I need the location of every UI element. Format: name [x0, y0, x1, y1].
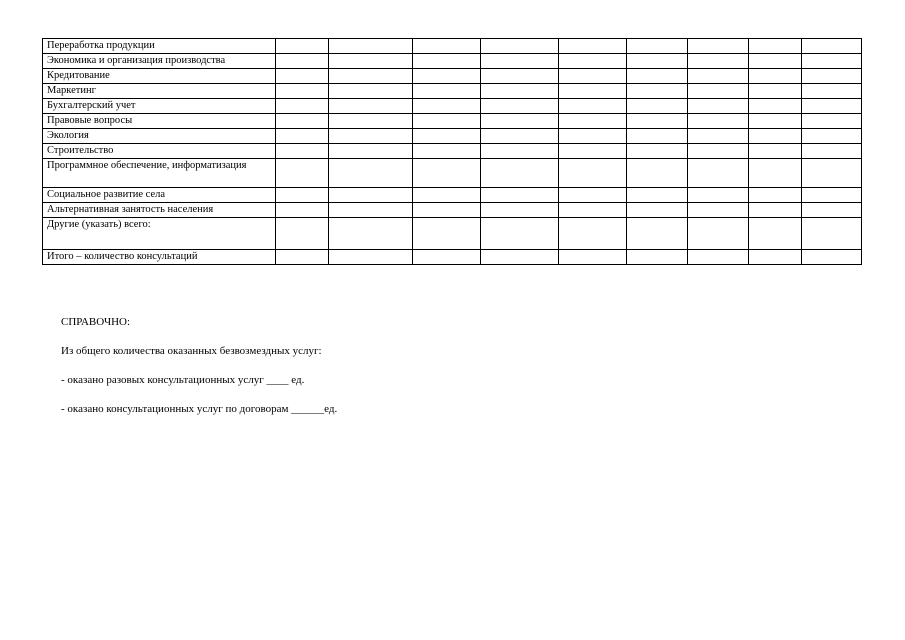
row-label: Экология: [43, 129, 276, 144]
table-cell: [413, 129, 481, 144]
table-cell: [329, 114, 413, 129]
table-cell: [802, 203, 862, 218]
table-cell: [481, 144, 559, 159]
table-cell: [276, 99, 329, 114]
table-cell: [802, 129, 862, 144]
table-cell: [688, 84, 749, 99]
table-cell: [559, 84, 627, 99]
table-cell: [329, 250, 413, 265]
table-cell: [627, 99, 688, 114]
table-cell: [481, 203, 559, 218]
table-row: [43, 114, 862, 129]
table-cell: [559, 129, 627, 144]
table-row: [43, 39, 862, 54]
table-cell: [276, 84, 329, 99]
table-cell: [276, 54, 329, 69]
table-cell: [559, 114, 627, 129]
table-cell: [413, 188, 481, 203]
table-row: [43, 129, 862, 144]
table-cell: [749, 54, 802, 69]
table-cell: [627, 129, 688, 144]
table-cell: [688, 218, 749, 250]
table-cell: [749, 250, 802, 265]
table-cell: [688, 114, 749, 129]
table-cell: [413, 54, 481, 69]
table-cell: [688, 99, 749, 114]
table-cell: [481, 39, 559, 54]
table-cell: [559, 159, 627, 188]
table-cell: [481, 159, 559, 188]
table-cell: [329, 144, 413, 159]
table-cell: [688, 250, 749, 265]
table-cell: [276, 144, 329, 159]
table-cell: [802, 69, 862, 84]
table-cell: [627, 69, 688, 84]
table-cell: [559, 69, 627, 84]
table-cell: [688, 129, 749, 144]
notes-heading: СПРАВОЧНО:: [61, 316, 131, 328]
table-cell: [802, 39, 862, 54]
table-row: [43, 144, 862, 159]
notes-line-contracts: - оказано консультационных услуг по договорам ______ед.: [61, 403, 338, 415]
row-label: Социальное развитие села: [43, 188, 276, 203]
table-cell: [749, 188, 802, 203]
table-cell: [802, 159, 862, 188]
table-cell: [413, 203, 481, 218]
table-cell: [413, 99, 481, 114]
table-cell: [802, 99, 862, 114]
table-cell: [329, 188, 413, 203]
table-cell: [413, 39, 481, 54]
table-cell: [329, 54, 413, 69]
row-label: Маркетинг: [43, 84, 276, 99]
table-cell: [802, 218, 862, 250]
table-cell: [481, 114, 559, 129]
table-cell: [627, 39, 688, 54]
table-cell: [481, 54, 559, 69]
table-cell: [559, 144, 627, 159]
table-cell: [749, 114, 802, 129]
table-row: [43, 188, 862, 203]
table-cell: [559, 188, 627, 203]
table-cell: [749, 159, 802, 188]
table-cell: [481, 69, 559, 84]
table-cell: [481, 84, 559, 99]
table-cell: [802, 114, 862, 129]
row-label: Строительство: [43, 144, 276, 159]
table-row: [43, 99, 862, 114]
table-row: [43, 54, 862, 69]
table-cell: [276, 129, 329, 144]
table-cell: [749, 218, 802, 250]
table-row: [43, 218, 862, 250]
table-cell: [688, 159, 749, 188]
table-cell: [329, 159, 413, 188]
table-cell: [329, 39, 413, 54]
table-cell: [276, 39, 329, 54]
row-label: Альтернативная занятость населения: [43, 203, 276, 218]
row-label: Переработка продукции: [43, 39, 276, 54]
table-cell: [329, 69, 413, 84]
table-cell: [413, 114, 481, 129]
table-cell: [627, 250, 688, 265]
table-cell: [749, 129, 802, 144]
consultations-table: [42, 38, 862, 265]
table-cell: [688, 69, 749, 84]
table-cell: [802, 188, 862, 203]
table-cell: [688, 203, 749, 218]
table-cell: [413, 84, 481, 99]
table-cell: [559, 250, 627, 265]
table-cell: [329, 84, 413, 99]
table-cell: [559, 39, 627, 54]
table-cell: [627, 203, 688, 218]
row-label: Бухгалтерский учет: [43, 99, 276, 114]
table-cell: [481, 250, 559, 265]
table-cell: [413, 159, 481, 188]
table-cell: [481, 188, 559, 203]
table-cell: [627, 188, 688, 203]
table-cell: [276, 159, 329, 188]
notes-intro: Из общего количества оказанных безвозмездных услуг:: [61, 345, 322, 357]
table-cell: [413, 218, 481, 250]
table-cell: [627, 159, 688, 188]
table-cell: [329, 129, 413, 144]
table-cell: [749, 84, 802, 99]
table-cell: [276, 250, 329, 265]
table-cell: [688, 188, 749, 203]
row-label: Кредитование: [43, 69, 276, 84]
table-cell: [276, 218, 329, 250]
table-cell: [276, 69, 329, 84]
row-label: Итого – количество консультаций: [43, 250, 276, 265]
table-cell: [559, 218, 627, 250]
table-cell: [413, 69, 481, 84]
table-cell: [749, 203, 802, 218]
table-cell: [749, 39, 802, 54]
table-cell: [688, 144, 749, 159]
table-cell: [481, 99, 559, 114]
row-label: Экономика и организация производства: [43, 54, 276, 69]
table-cell: [749, 99, 802, 114]
table-cell: [749, 69, 802, 84]
table-cell: [329, 218, 413, 250]
table-cell: [627, 84, 688, 99]
table-cell: [329, 99, 413, 114]
row-label: Правовые вопросы: [43, 114, 276, 129]
table-cell: [481, 129, 559, 144]
table-cell: [802, 250, 862, 265]
table-cell: [559, 99, 627, 114]
table-cell: [627, 114, 688, 129]
notes-line-one-time: - оказано разовых консультационных услуг ____ ед.: [61, 374, 305, 386]
table-cell: [481, 218, 559, 250]
table-row: [43, 69, 862, 84]
table-row: [43, 84, 862, 99]
table-cell: [802, 54, 862, 69]
table-cell: [802, 144, 862, 159]
table-cell: [688, 39, 749, 54]
table-cell: [688, 54, 749, 69]
row-label: Другие (указать) всего:: [43, 218, 276, 250]
table-row: [43, 203, 862, 218]
table-cell: [276, 114, 329, 129]
table-cell: [413, 250, 481, 265]
table-cell: [276, 203, 329, 218]
table-cell: [559, 203, 627, 218]
table-cell: [413, 144, 481, 159]
table-cell: [749, 144, 802, 159]
table-row: [43, 159, 862, 188]
table-row: [43, 250, 862, 265]
table-cell: [276, 188, 329, 203]
table-cell: [559, 54, 627, 69]
table-cell: [329, 203, 413, 218]
table-cell: [802, 84, 862, 99]
table-cell: [627, 218, 688, 250]
row-label: Программное обеспечение, информатизация: [43, 159, 276, 188]
table-cell: [627, 144, 688, 159]
table-cell: [627, 54, 688, 69]
